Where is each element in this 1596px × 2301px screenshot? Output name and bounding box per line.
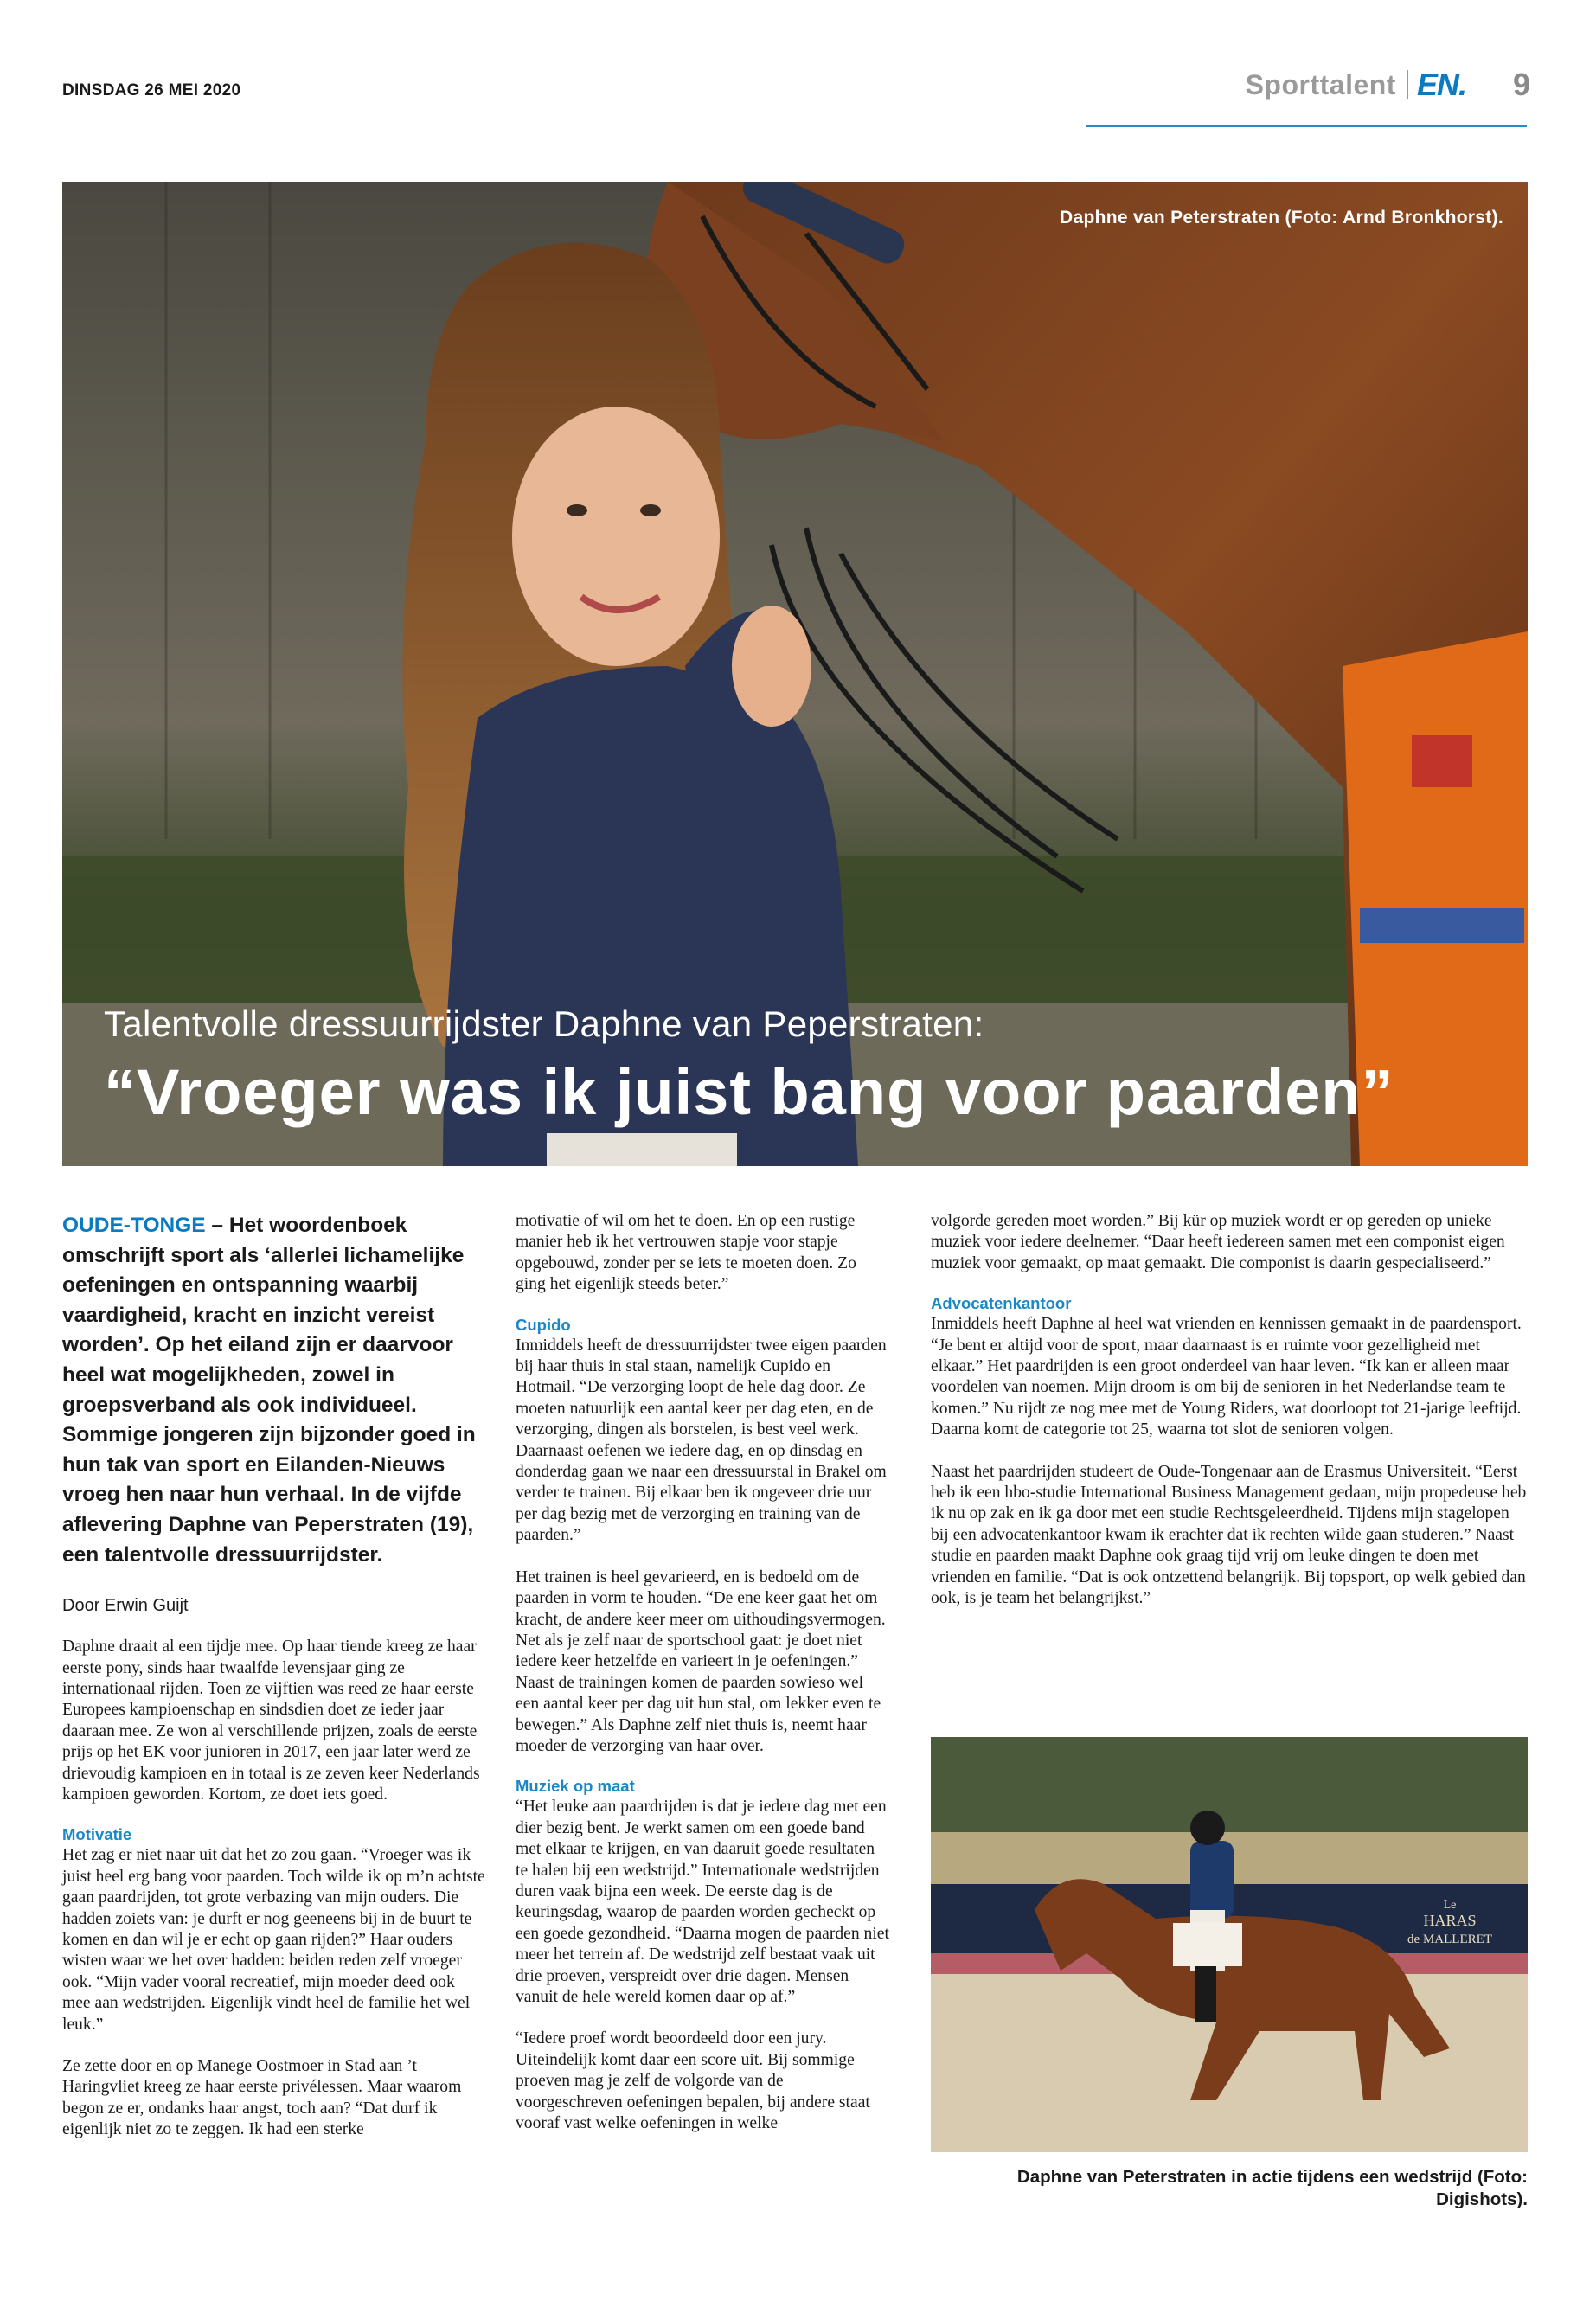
article-headline: “Vroeger was ik juist bang voor paarden” — [104, 1056, 1394, 1128]
paragraph: motivatie of wil om het te doen. En op een rustige manier heb ik het vertrouwen stapje voor stapje opgebouwd, zonder per se iets te moeten doen. Zo ging het eigenlijk steeds beter.” — [516, 1212, 856, 1294]
masthead-divider — [1407, 70, 1408, 99]
paragraph: Het zag er niet naar uit dat het zo zou gaan. “Vroeger was ik juist heel erg bang voor paarden. Toch wilde ik op m’n achtste gaan paardrijden, tot grote verbazing van mijn ouders. Die hadden zoiets van: je durft er nog geeneens bij in de buurt te komen en dan wil je er echt op gaan rijden?” Haar ouders wisten waar we het over hadden: beiden reden zelf vroeger ook. “Mijn vader vooral recreatief, mijn moeder deed ook mee aan wedstrijden. Eigenlijk vindt heel de familie het wel leuk.” — [62, 1846, 485, 2034]
banner-text-malleret: de MALLERET — [1407, 1932, 1492, 1946]
paragraph: “Iedere proef wordt beoordeeld door een jury. Uiteindelijk komt daar een score uit. Bij sommige proeven mag je zelf de volgorde van de voorgeschreven oefeningen bepalen, bij andere staat vooraf vast welke oefeningen in welke — [516, 2029, 870, 2133]
paragraph: volgorde gereden moet worden.” Bij kür op muziek wordt er op gereden op unieke muziek voor iedere deelnemer. “Daar heeft iedereen samen met een componist eigen muziek voor gemaakt, op maat gemaakt. Die componist is daarin gespecialiseerd.” — [931, 1212, 1505, 1272]
article-subtitle: Talentvolle dressuurrijdster Daphne van Peperstraten: — [104, 1003, 984, 1044]
paragraph: Daphne draait al een tijdje mee. Op haar tiende kreeg ze haar eerste pony, sinds haar twaalfde levensjaar ging ze internationaal rijden. Toen ze vijftien was reed ze haar eerste Europees kampioenschap en sindsdien doet ze ieder jaar daaraan mee. Ze won al verschillende prijzen, zoals de eerste prijs op het EK voor junioren in 2017, een jaar later werd ze drievoudig kampioen en in totaal is ze zeven keer Nederlands kampioen geworden. Kortom, ze doet iets goed. — [62, 1638, 480, 1804]
subheading-advocatenkantoor: Advocatenkantoor — [931, 1294, 1072, 1313]
lead-text: – Het woordenboek omschrijft sport als ‘allerlei lichamelijke oefeningen en ontspanning waarbij vaardigheid, kracht en inzicht vereist worden’. Op het eiland zijn er daarvoor heel wat mogelijkheden, zowel in groepsverband als ook individueel. Sommige jongeren zijn bijzonder goed in hun tak van sport en Eilanden-Nieuws vroeg hen naar hun verhaal. In de vijfde aflevering Daphne van Peperstraten (19), een talentvolle dressuurrijdster. — [62, 1214, 476, 1567]
paragraph: Het trainen is heel gevarieerd, en is bedoeld om de paarden in vorm te houden. “De ene keer gaat het om kracht, de andere keer meer om uithoudingsvermogen. Net als je zelf naar de sportschool gaat: je doet niet iedere keer hetzelfde en varieert in je oefeningen.” Naast de trainingen komen de paarden sowieso wel een aantal keer per dag uit hun stal, om lekker even te bewegen.” Als Daphne zelf niet thuis is, neemt haar moeder de verzorging van haar over. — [516, 1567, 886, 1755]
competition-photo — [931, 1737, 1528, 2152]
header-rule — [1086, 125, 1527, 127]
paragraph: Ze zette door en op Manege Oostmoer in Stad aan ’t Haringvliet kreeg ze haar eerste privélessen. Maar waarom begon ze er, ondanks haar angst, toch aan? “Dat durf ik eigenlijk niet zo te zeggen. Ik had een sterke — [62, 2057, 462, 2139]
banner-text-haras: HARAS — [1423, 1912, 1477, 1929]
byline: Door Erwin Guijt — [62, 1596, 189, 1616]
paragraph: Inmiddels heeft de dressuurrijdster twee eigen paarden bij haar thuis in stal staan, namelijk Cupido en Hotmail. “De verzorging loopt de hele dag door. Ze moeten natuurlijk een aantal keer per dag eten, en de verzorging, dingen als borstelen, is best veel werk. Daarnaast oefenen we iedere dag, en op dinsdag en donderdag gaan we naar een dressuurstal in Brakel om verder te trainen. Bij elkaar ben ik ongeveer drie uur per dag bezig met de verzorging en training van de paarden.” — [516, 1336, 887, 1545]
article-column-1 — [62, 1211, 486, 2141]
issue-date: DINSDAG 26 MEI 2020 — [62, 81, 241, 99]
article-column-2 — [516, 1211, 889, 2134]
page-number: 9 — [1512, 67, 1530, 102]
subheading-muziek: Muziek op maat — [516, 1777, 635, 1796]
subheading-cupido: Cupido — [516, 1315, 571, 1334]
banner-text-le: Le — [1443, 1899, 1457, 1912]
hero-photo — [62, 182, 1528, 1166]
paragraph: Naast het paardrijden studeert de Oude-Tongenaar aan de Erasmus Universiteit. “Eerst heb ik een hbo-studie International Business Management gedaan, mijn propedeuse heb ik nu op zak en ik ga door met een studie Rechtsgeleerdheid. Tijdens mijn stagelopen bij een advocatenkantoor kwam ik erachter dat ik rechten wilde gaan studeren.” Naast studie en paarden maakt Daphne ook graag tijd vrij om leuke dingen te doen met vrienden en familie. “Dat is ook ontzettend belangrijk. Bij topsport, op welk gebied dan ook, is je team het belangrijkst.” — [931, 1462, 1527, 1608]
paragraph: Inmiddels heeft Daphne al heel wat vrienden en kennissen gemaakt in de paardensport. “Je bent er altijd voor de sport, maar daarnaast is er ruimte voor gezelligheid met elkaar.” Het paardrijden is een groot onderdeel van haar leven. “Ik kan er alleen maar voordelen van noemen. Mijn droom is om bij de senioren in het Nederlandse team te komen.” Nu rijdt ze nog mee met de Young Riders, wat doorloopt tot 21-jarige leeftijd. Daarna komt de categorie tot 25, waarna tot slot de senioren volgen. — [931, 1315, 1522, 1439]
section-name: Sporttalent — [1245, 68, 1396, 100]
dateline: OUDE-TONGE — [62, 1214, 206, 1237]
masthead — [1246, 66, 1530, 104]
subheading-motivatie: Motivatie — [62, 1825, 132, 1844]
paragraph: “Het leuke aan paardrijden is dat je iedere dag met een dier bezig bent. Je werkt samen om een goede band met elkaar te krijgen, en van daaruit goede resultaten te halen bij een wedstrijd.” Internationale wedstrijden duren vaak bijna een week. De eerste dag is de keuringsdag, waarop de paarden worden gecheckt op een goede gezondheid. “Daarna mogen de paarden niet meer het terrein af. De wedstrijd zelf bestaat vaak uit drie proeven, verspreidt over drie dagen. Mensen vanuit de hele wereld komen daar op af.” — [516, 1798, 889, 2006]
article-column-3 — [931, 1211, 1528, 1610]
hero-photo-credit: Daphne van Peterstraten (Foto: Arnd Bronkhorst). — [1060, 208, 1503, 228]
article-lead — [62, 1211, 486, 1570]
competition-photo-caption: Daphne van Peterstraten in actie tijdens een wedstrijd (Foto: Digishots). — [1016, 2167, 1528, 2209]
newspaper-logo: EN. — [1416, 67, 1466, 102]
competition-illustration — [931, 1737, 1528, 2152]
